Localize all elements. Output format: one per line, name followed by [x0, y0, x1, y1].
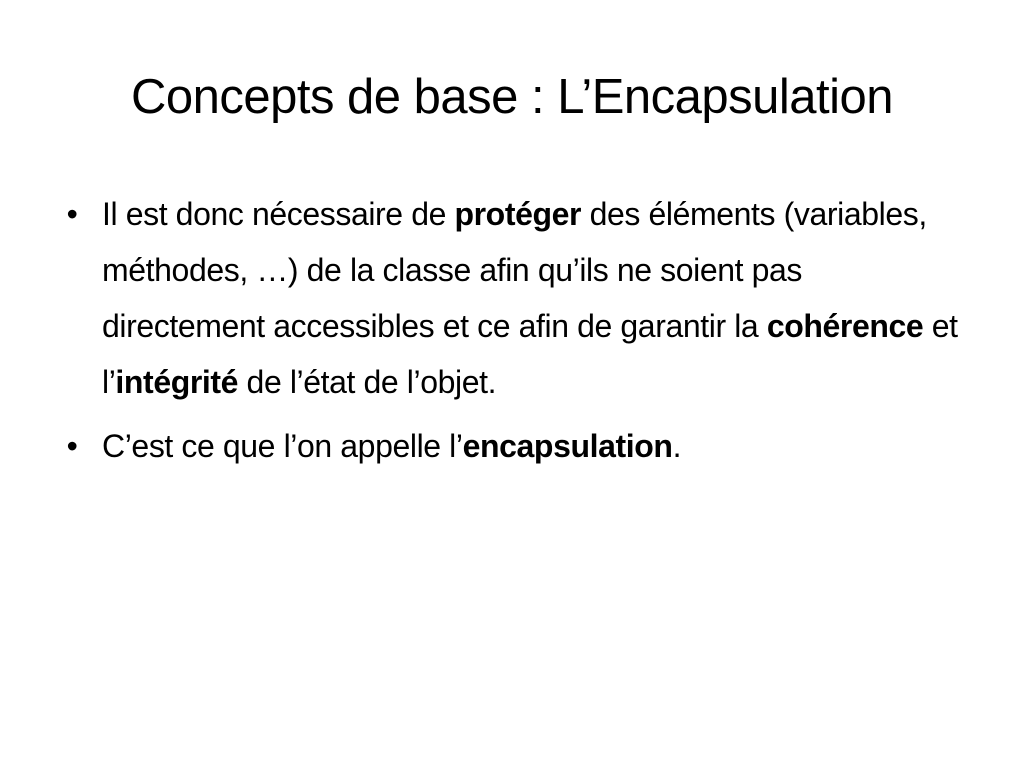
- text-run: .: [672, 428, 682, 464]
- slide-body: [60, 186, 970, 482]
- bold-keyword-encapsulation: encapsulation: [462, 428, 673, 464]
- bullet-item: [60, 186, 970, 410]
- bullet-item: [60, 418, 970, 474]
- bold-keyword-coherence: cohérence: [766, 308, 924, 344]
- bullet-text: [102, 186, 970, 410]
- text-run: de l’état de l’objet.: [238, 364, 497, 400]
- text-run: C’est ce que l’on appelle l’: [102, 428, 463, 464]
- text-run: des éléments (variables, méthodes, …) de la classe afin qu’ils ne soient pas directement accessibles et ce afin de garantir la: [102, 196, 927, 344]
- bullet-dot-icon: •: [66, 196, 78, 232]
- text-run: et l’: [102, 308, 958, 400]
- slide-title: Concepts de base : L’Encapsulation: [130, 70, 894, 124]
- bullet-text: [102, 418, 970, 474]
- text-run: Il est donc nécessaire de: [102, 196, 455, 232]
- bold-keyword-integrite: intégrité: [115, 364, 239, 400]
- bold-keyword-proteger: protéger: [454, 196, 582, 232]
- bullet-dot-icon: •: [66, 428, 78, 464]
